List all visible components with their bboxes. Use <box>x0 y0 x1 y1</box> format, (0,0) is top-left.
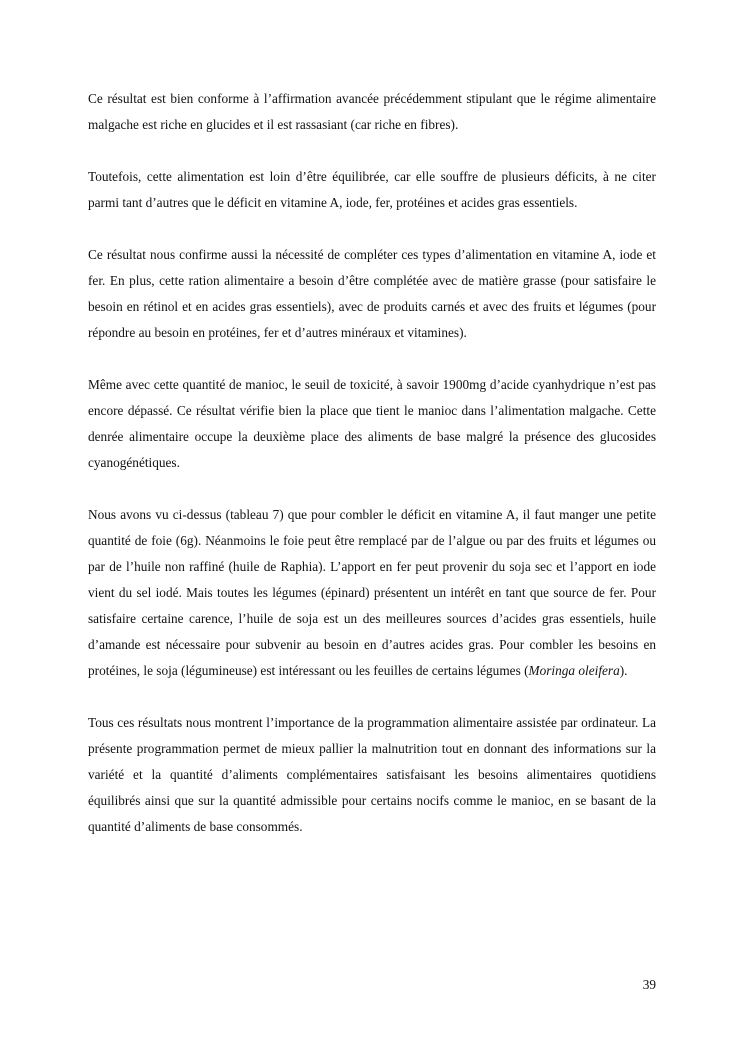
paragraph-5-text: Nous avons vu ci-dessus (tableau 7) que pour combler le déficit en vitamine A, il faut manger une petite quantité de foie (6g). Néanmoins le foie peut être remplacé par de l’algue ou par des fruits et légumes ou par de l’huile non raffiné (huile de Raphia). L’apport en fer peut provenir du soja sec et l’apport en iode vient du sel iodé. Mais toutes les légumes (épinard) présentent un intérêt en tant que source de fer. Pour satisfaire certaine carence, l’huile de soja est un des meilleures sources d’acides gras essentiels, huile d’amande est nécessaire pour subvenir au besoin en d’autres acides gras. Pour combler les besoins en protéines, le soja (légumineuse) est intéressant ou les feuilles de certains légumes ( <box>88 507 656 678</box>
paragraph-3: Ce résultat nous confirme aussi la nécessité de compléter ces types d’alimentation en vitamine A, iode et fer. En plus, cette ration alimentaire a besoin d’être complétée avec de matière grasse (pour satisfaire le besoin en rétinol et en acides gras essentiels), avec de produits carnés et avec des fruits et légumes (pour répondre au besoin en protéines, fer et d’autres minéraux et vitamines). <box>88 247 656 340</box>
paragraph-1: Ce résultat est bien conforme à l’affirmation avancée précédemment stipulant que le régime alimentaire malgache est riche en glucides et il est rassasiant (car riche en fibres). <box>88 91 656 132</box>
paragraph-5 <box>88 502 656 684</box>
paragraph-5-tail: ). <box>619 663 628 678</box>
species-name-italic: Moringa oleifera <box>528 663 620 678</box>
document-page <box>88 86 656 866</box>
paragraph-4: Même avec cette quantité de manioc, le seuil de toxicité, à savoir 1900mg d’acide cyanhydrique n’est pas encore dépassé. Ce résultat vérifie bien la place que tient le manioc dans l’alimentation malgache. Cette denrée alimentaire occupe la deuxième place des aliments de base malgré la présence des glucosides cyanogénétiques. <box>88 377 656 470</box>
paragraph-2: Toutefois, cette alimentation est loin d’être équilibrée, car elle souffre de plusieurs déficits, à ne citer parmi tant d’autres que le déficit en vitamine A, iode, fer, protéines et acides gras essentiels. <box>88 169 656 210</box>
paragraph-6: Tous ces résultats nous montrent l’importance de la programmation alimentaire assistée par ordinateur. La présente programmation permet de mieux pallier la malnutrition tout en donnant des informations sur la variété et la quantité d’aliments complémentaires satisfaisant les besoins alimentaires quotidiens équilibrés ainsi que sur la quantité admissible pour certains nocifs comme le manioc, en se basant de la quantité d’aliments de base consommés. <box>88 715 656 834</box>
page-number: 39 <box>642 977 656 992</box>
